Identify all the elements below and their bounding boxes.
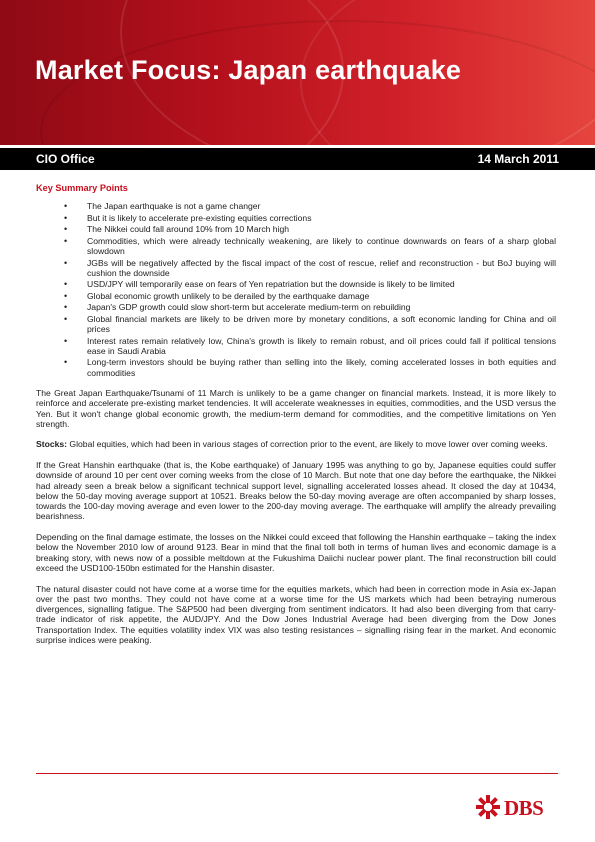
stocks-label: Stocks: [36,439,68,450]
dbs-star-icon [476,795,500,819]
department-label: CIO Office [36,152,95,166]
summary-point: • Global economic growth unlikely to be derailed by the earthquake damage [87,291,556,301]
page-title: Market Focus: Japan earthquake [35,55,462,85]
summary-point: • The Japan earthquake is not a game changer [87,201,556,211]
document-body [36,183,556,656]
summary-point: • Long-term investors should be buying rather than selling into the likely, coming accelerated losses in both equities and commodities [87,357,556,378]
summary-list [36,201,556,378]
header-banner [0,0,595,145]
summary-point: • But it is likely to accelerate pre-existing equities corrections [87,213,556,223]
summary-point: • JGBs will be negatively affected by the fiscal impact of the cost of rescue, relief and reconstruction - but BoJ buying will cushion the downside [87,258,556,279]
report-date: 14 March 2011 [477,152,559,166]
logo-wordmark: DBS [504,796,544,820]
summary-point: • The Nikkei could fall around 10% from 10 March high [87,224,556,234]
summary-point: • Global financial markets are likely to be driven more by monetary conditions, a soft economic landing for China and oil prices [87,314,556,335]
body-paragraph: The Great Japan Earthquake/Tsunami of 11 March is unlikely to be a game changer on financial markets. Instead, it is more likely to reinforce and accelerate pre-existing market tendencies. It will accelerate weaknesses in equities, commodities, and the USD versus the Yen. But it won't change global economic growth, the medium-term demand for commodities, and the competitive limitations on Yen strength. [36,387,556,429]
footer-divider [36,773,558,774]
summary-point: • Interest rates remain relatively low, China's growth is likely to remain robust, and oil prices could fall if political tensions ease in Saudi Arabia [87,336,556,357]
stocks-paragraph [36,439,556,449]
summary-point: • Japan's GDP growth could slow short-term but accelerate medium-term on rebuilding [87,302,556,312]
body-paragraph: The natural disaster could not have come at a worse time for the equities markets, which had been in correction mode in Asia ex-Japan over the past two months. They could not have come at a worse time for the US markets which had been betraying numerous divergences, signalling fatigue. The S&P500 had been diverging from sentiment indicators. It had also been diverging from that carry-trade indicator of risk appetite, the AUD/JPY. And the Dow Jones Industrial Average had been diverging from the Dow Jones Transportation Index. The equities volatility index VIX was also testing resistances – signalling rising fear in the market. And economic surprise indices were peaking. [36,583,556,646]
summary-point: • Commodities, which were already technically weakening, are likely to continue downwards on fears of a sharp global slowdown [87,236,556,257]
stocks-text: Global equities, which had been in various stages of correction prior to the event, are likely to move lower over coming weeks. [67,439,548,450]
summary-heading: Key Summary Points [36,183,128,193]
body-paragraph: Depending on the final damage estimate, the losses on the Nikkei could exceed that following the Hanshin earthquake – taking the index below the November 2010 low of around 9123. Bear in mind that the final toll both in terms of human lives and economic damage is a breaking story, with news now of a possible meltdown at the Fukushima Daiichi nuclear power plant. The final reconstruction bill could exceed the USD100-150bn estimated for the Hanshin disaster. [36,532,556,573]
summary-point: • USD/JPY will temporarily ease on fears of Yen repatriation but the downside is likely to be limited [87,279,556,289]
info-bar [0,148,595,170]
body-paragraph: If the Great Hanshin earthquake (that is, the Kobe earthquake) of January 1995 was anything to go by, Japanese equities could suffer downside of around 10 per cent over coming weeks from the close of 10 March. But note that one day before the earthquake, the Nikkei had already seen a break below a significant technical support level, signalling accelerated losses ahead. It closed the day at 10434, below the 50-day moving average support at 10521. Breaks below the 50-day moving average are often accompanied by sharp losses, towards the 100-day moving average and even lower to the 200-day moving average. The earthquake will amplify the already prevailing bearishness. [36,460,556,522]
